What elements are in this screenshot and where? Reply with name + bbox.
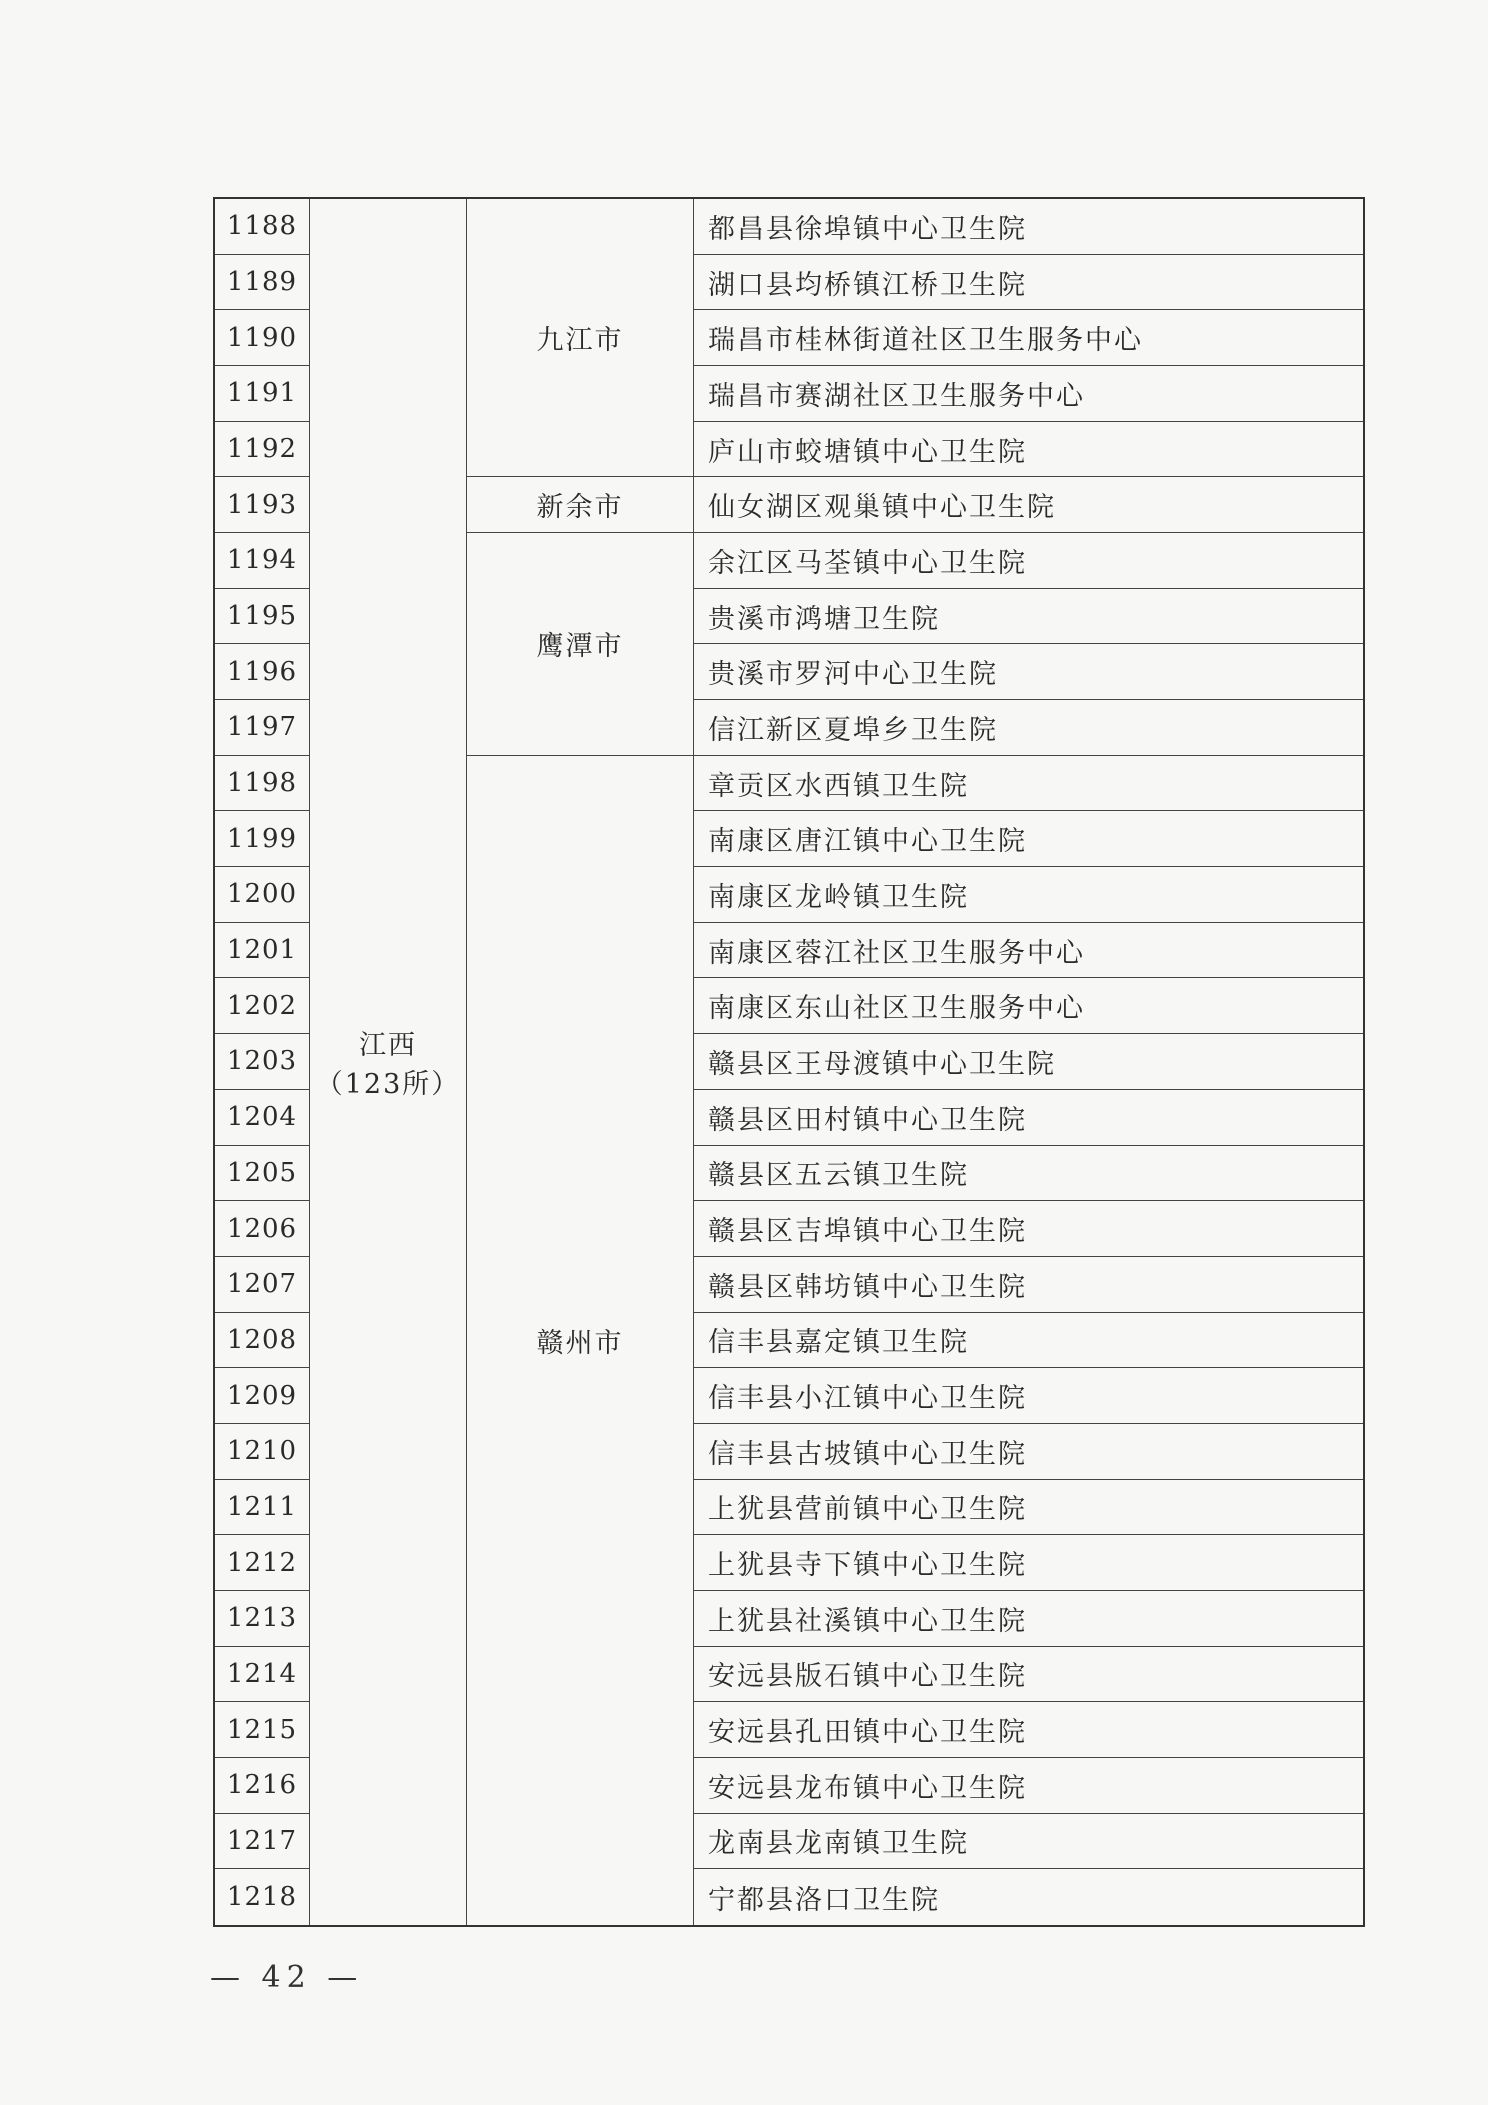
row-number: 1189 (215, 255, 310, 311)
hospital-name: 仙女湖区观巢镇中心卫生院 (694, 477, 1363, 533)
hospital-name: 南康区东山社区卫生服务中心 (694, 978, 1363, 1034)
row-number: 1207 (215, 1257, 310, 1313)
row-number: 1209 (215, 1368, 310, 1424)
hospital-name: 安远县孔田镇中心卫生院 (694, 1702, 1363, 1758)
row-number: 1202 (215, 978, 310, 1034)
row-number: 1213 (215, 1591, 310, 1647)
row-number: 1217 (215, 1814, 310, 1870)
hospital-name: 龙南县龙南镇卫生院 (694, 1814, 1363, 1870)
hospital-name: 南康区蓉江社区卫生服务中心 (694, 923, 1363, 979)
hospital-name: 安远县版石镇中心卫生院 (694, 1647, 1363, 1703)
hospital-name: 安远县龙布镇中心卫生院 (694, 1758, 1363, 1814)
hospital-name: 赣县区韩坊镇中心卫生院 (694, 1257, 1363, 1313)
row-number: 1199 (215, 811, 310, 867)
hospital-name: 章贡区水西镇卫生院 (694, 756, 1363, 812)
row-number: 1212 (215, 1535, 310, 1591)
hospital-name: 信丰县古坡镇中心卫生院 (694, 1424, 1363, 1480)
row-number: 1192 (215, 422, 310, 478)
province-cell (310, 199, 467, 1925)
city-cell: 九江市 (467, 199, 694, 477)
hospital-name: 余江区马荃镇中心卫生院 (694, 533, 1363, 589)
row-number: 1197 (215, 700, 310, 756)
row-number: 1196 (215, 644, 310, 700)
province-count: （123所） (315, 1068, 461, 1100)
row-number: 1195 (215, 589, 310, 645)
hospital-name: 赣县区吉埠镇中心卫生院 (694, 1201, 1363, 1257)
hospital-name: 赣县区五云镇卫生院 (694, 1146, 1363, 1202)
hospital-name: 贵溪市鸿塘卫生院 (694, 589, 1363, 645)
row-number: 1218 (215, 1869, 310, 1925)
row-number: 1201 (215, 923, 310, 979)
hospital-name: 上犹县寺下镇中心卫生院 (694, 1535, 1363, 1591)
row-number: 1203 (215, 1034, 310, 1090)
row-number: 1215 (215, 1702, 310, 1758)
hospital-table (213, 197, 1365, 1927)
row-number: 1191 (215, 366, 310, 422)
row-number: 1200 (215, 867, 310, 923)
row-number: 1193 (215, 477, 310, 533)
hospital-name: 南康区唐江镇中心卫生院 (694, 811, 1363, 867)
hospital-name: 贵溪市罗河中心卫生院 (694, 644, 1363, 700)
city-cell: 赣州市 (467, 756, 694, 1925)
row-number: 1210 (215, 1424, 310, 1480)
hospital-name: 信丰县嘉定镇卫生院 (694, 1313, 1363, 1369)
hospital-name: 都昌县徐埠镇中心卫生院 (694, 199, 1363, 255)
hospital-name: 湖口县均桥镇江桥卫生院 (694, 255, 1363, 311)
row-number: 1205 (215, 1146, 310, 1202)
row-number: 1198 (215, 756, 310, 812)
hospital-name: 庐山市蛟塘镇中心卫生院 (694, 422, 1363, 478)
hospital-name: 瑞昌市桂林街道社区卫生服务中心 (694, 310, 1363, 366)
row-number: 1194 (215, 533, 310, 589)
row-number: 1211 (215, 1480, 310, 1536)
row-number: 1190 (215, 310, 310, 366)
hospital-name: 信江新区夏埠乡卫生院 (694, 700, 1363, 756)
row-number: 1188 (215, 199, 310, 255)
city-cell: 鹰潭市 (467, 533, 694, 756)
row-number: 1216 (215, 1758, 310, 1814)
hospital-name: 宁都县洛口卫生院 (708, 1884, 940, 1916)
hospital-name: 南康区龙岭镇卫生院 (694, 867, 1363, 923)
row-number: 1214 (215, 1647, 310, 1703)
row-number: 1208 (215, 1313, 310, 1369)
hospital-name: 赣县区田村镇中心卫生院 (694, 1090, 1363, 1146)
row-number: 1204 (215, 1090, 310, 1146)
hospital-name: 上犹县营前镇中心卫生院 (694, 1480, 1363, 1536)
page-number: — 42 — (210, 1960, 364, 1995)
hospital-name: 瑞昌市赛湖社区卫生服务中心 (694, 366, 1363, 422)
hospital-name: 赣县区王母渡镇中心卫生院 (694, 1034, 1363, 1090)
province-name: 江西 (359, 1029, 417, 1061)
row-number: 1206 (215, 1201, 310, 1257)
hospital-name: 信丰县小江镇中心卫生院 (694, 1368, 1363, 1424)
hospital-name: 上犹县社溪镇中心卫生院 (694, 1591, 1363, 1647)
city-cell: 新余市 (467, 477, 694, 533)
